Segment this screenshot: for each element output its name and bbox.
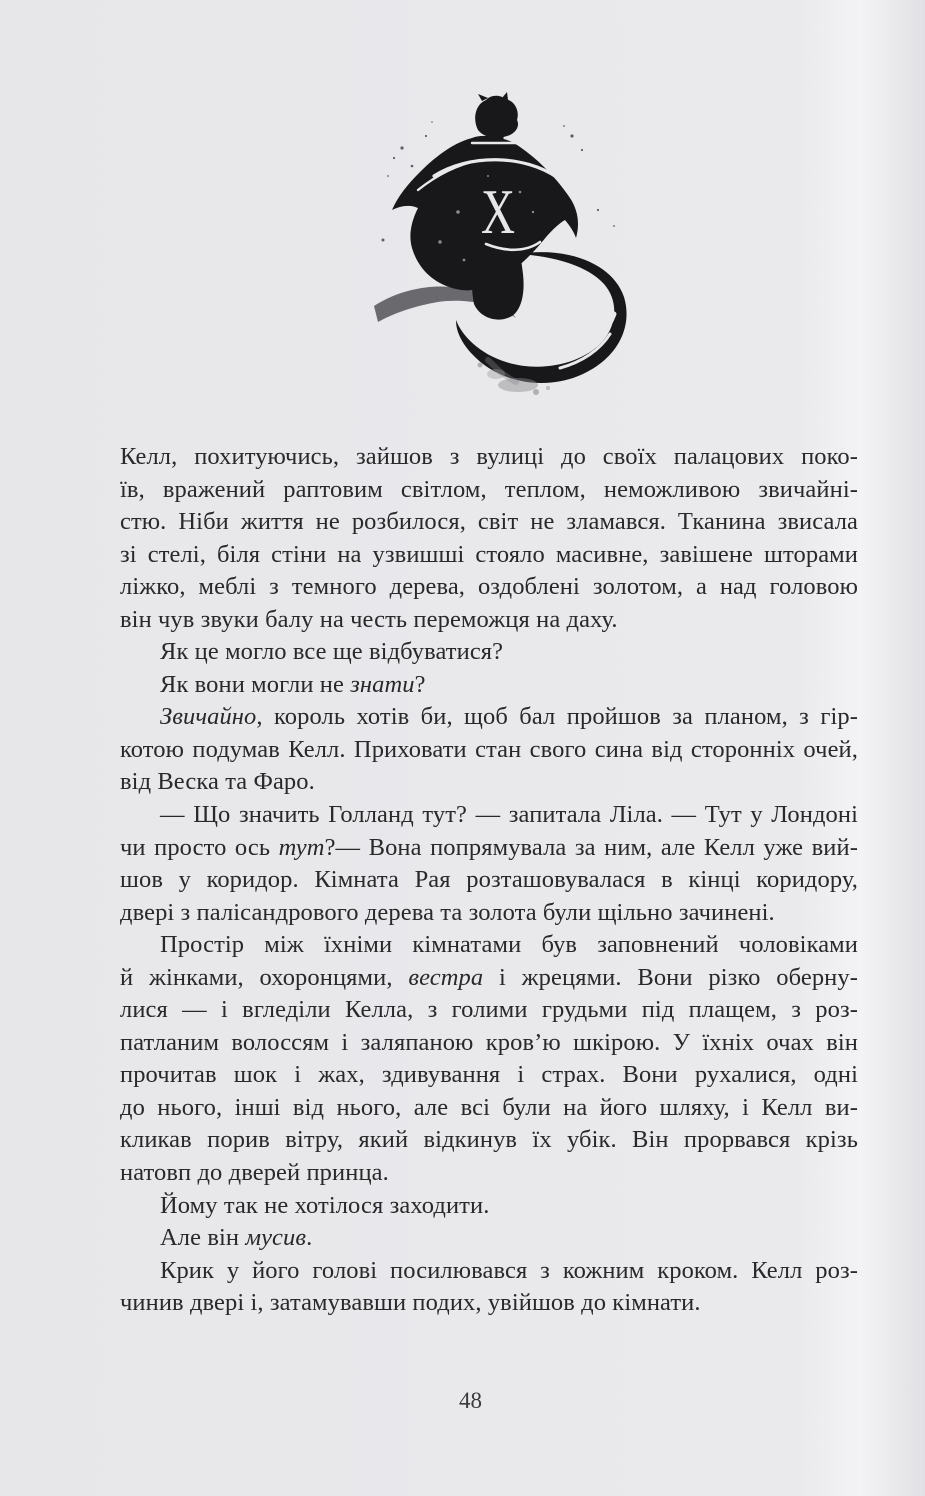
text-line	[120, 734, 858, 767]
text-line	[120, 701, 858, 734]
text-line	[120, 766, 858, 799]
text-line	[120, 962, 858, 995]
text-line	[120, 636, 858, 669]
italic-text-segment: вестра	[408, 963, 484, 991]
text-line	[120, 832, 858, 865]
text-segment: Простір між їхніми кімнатами був заповнений чоловіками	[160, 931, 858, 959]
italic-text-segment: Звичайно	[160, 703, 257, 731]
text-line	[120, 506, 858, 539]
text-line	[120, 1255, 858, 1288]
text-line	[120, 1287, 858, 1320]
swirl-highlight	[518, 332, 574, 343]
text-line	[120, 1190, 858, 1223]
text-segment: їв, вражений раптовим світлом, теплом, неможливою звичайні-	[120, 475, 858, 503]
text-segment: ?	[414, 670, 426, 698]
text-line	[120, 1092, 858, 1125]
text-segment: Як це могло все ще відбуватися?	[160, 638, 504, 666]
text-segment: шов у коридор. Кімната Рая розташовувалася в кінці коридору,	[120, 866, 858, 894]
text-segment: Келл, похитуючись, зайшов з вулиці до своїх палацових поко-	[120, 443, 858, 470]
text-line	[120, 799, 858, 832]
text-segment: ?— Вона попрямувала за ним, але Келл уже вий-	[324, 833, 858, 861]
text-segment: зі стелі, біля стіни на узвишші стояло масивне, завішене шторами	[120, 540, 858, 568]
text-segment: він чув звуки балу на честь переможця на даху.	[120, 605, 618, 633]
text-segment: Як вони могли не	[160, 670, 351, 698]
text-line	[120, 994, 858, 1027]
text-segment: Крик у його голові посилювався з кожним кроком. Келл роз-	[160, 1256, 858, 1284]
text-line	[120, 1157, 858, 1190]
text-line	[120, 441, 858, 474]
text-segment: кликав порив вітру, який відкинув їх убік. Він прорвався крізь	[120, 1126, 858, 1154]
text-segment: прочитав шок і жах, здивування і страх. Вони рухалися, одні	[120, 1061, 858, 1089]
text-line	[120, 929, 858, 962]
text-segment: чи просто ось	[120, 833, 279, 861]
text-line	[120, 669, 858, 702]
text-segment: Але він	[160, 1224, 246, 1252]
text-segment: до нього, інші від нього, але всі були на його шляху, і Келл ви-	[120, 1093, 858, 1121]
chapter-ink-illustration	[368, 92, 640, 404]
italic-text-segment: тут	[278, 833, 325, 861]
text-segment: й жінками, охоронцями,	[120, 963, 409, 991]
text-segment: — Що значить Голланд тут? — запитала Ліла. — Тут у Лондоні	[160, 801, 858, 829]
text-line	[120, 604, 858, 637]
text-segment: і жрецями. Вони різко оберну-	[483, 963, 858, 991]
figure-head	[475, 96, 518, 138]
text-segment: .	[306, 1224, 313, 1252]
italic-text-segment: знати	[350, 670, 415, 698]
text-line	[120, 571, 858, 604]
text-line	[120, 1222, 858, 1255]
text-segment: натовп до дверей принца.	[120, 1159, 389, 1187]
text-segment: патланим волоссям і заляпаною кров’ю шкірою. У їхніх очах він	[120, 1028, 858, 1056]
text-line	[120, 474, 858, 507]
text-segment: Йому так не хотілося заходити.	[160, 1191, 490, 1219]
text-line	[120, 897, 858, 930]
page-text	[120, 441, 858, 1320]
text-line	[120, 1059, 858, 1092]
text-segment: , король хотів би, щоб бал пройшов за планом, з гір-	[256, 703, 858, 731]
cloak-emblem-x: X	[481, 176, 515, 247]
text-segment: двері з палісандрового дерева та золота були щільно зачинені.	[120, 898, 775, 926]
text-segment: котою подумав Келл. Приховати стан свого сина від сторонніх очей,	[120, 735, 858, 763]
text-segment: від Веска та Фаро.	[120, 768, 315, 796]
text-line	[120, 1027, 858, 1060]
text-segment: чинив двері і, затамувавши подих, увійшов до кімнати.	[120, 1289, 701, 1317]
text-line	[120, 539, 858, 572]
text-segment: ліжко, меблі з темного дерева, оздоблені золотом, а над головою	[120, 573, 858, 601]
text-segment: лися — і вгледіли Келла, з голими грудьми під плащем, з роз-	[120, 996, 858, 1024]
text-line	[120, 864, 858, 897]
text-line	[120, 1124, 858, 1157]
page-number: 48	[459, 1388, 482, 1413]
italic-text-segment: мусив	[245, 1224, 307, 1252]
text-segment: стю. Ніби життя не розбилося, світ не зламався. Тканина звисала	[120, 508, 858, 536]
